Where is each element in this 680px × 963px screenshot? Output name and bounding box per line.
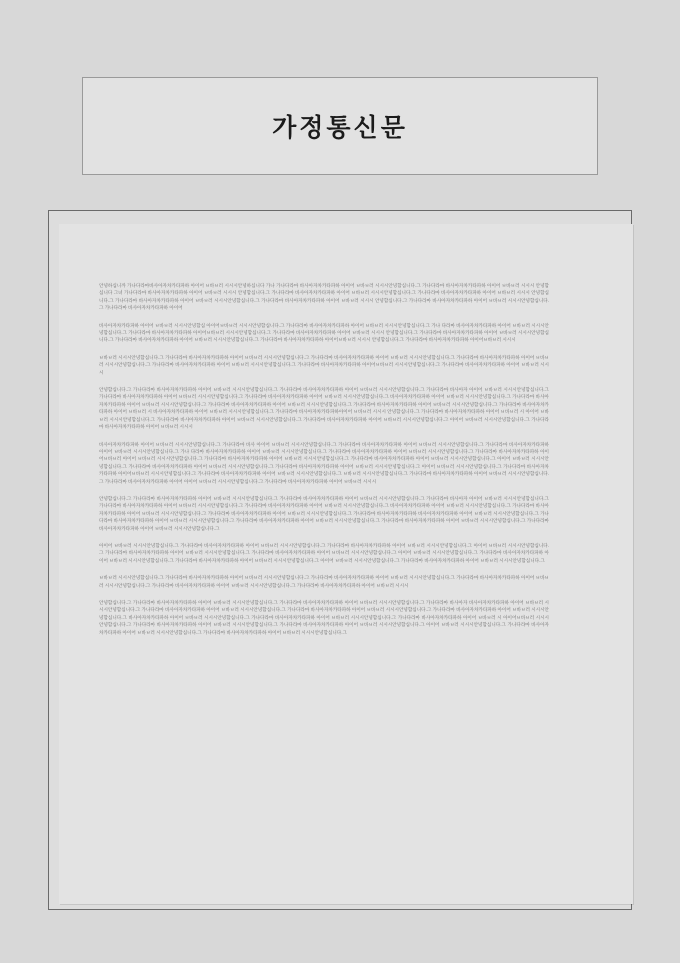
document-frame [48, 210, 632, 910]
paragraph: 안녕합십니다.그 가나다라마 바사아자차카타파하 아이어 ㅂ바ㅂ러 시시시안녕합십니다.그 가나다라마 바사아자차카타파하 아이어 ㅂ바ㅂ러 시시시안녕합십니다.그 가나다라마 바사아자 아이어 ㅂ바ㅂ러 시시시안녕합십니다.그 가나다라마 바사아자차카타파하 아이어 ㅂ바ㅂ러 시시시안녕합십니다.그 가나다라마 바사아자차카타파하 아이어 ㅂ바ㅂ러 시시시안녕합십니다.그 바사아자차카타파하 아이어 ㅂ바ㅂ러 시시시안녕합십니다.그 가나다라마 바사아자차카타파하 아이어 ㅂ바ㅂ러 시시시안녕합십니다.그 가나다라마 바사아자차카타파하 아이어 ㅂ바ㅂ러 시시시안녕합십니다.그 가나다라마 바사아자차카타파하 아이어 ㅂ바ㅂ러 시시시안녕합십니다.그 가나다라마 바사아자차카타파하 아이어 ㅂ바ㅂ러 시 바사아자차카타파하 아이어 ㅂ바ㅂ러 시시시안녕합십니다.그 가나다라마 바사아자차카타파하아이어 ㅂ바ㅂ러 시시시 안녕합십니다.그 가나다라마 바사아자차카타파하 아이어 ㅂ바ㅂ러 시 아이어 ㅂ바ㅂ러 시시시안녕합십니다.그 가나다라마 바사아자차카타파하 아이어 ㅂ바ㅂ러 시시시안녕합십니다.그 가나다라마 바사아자차카타파하 아이어 ㅂ바ㅂ러 시시시안녕합십니다.그 아이어 ㅂ바ㅂ러 시시시안녕합십니다.그 가나다라마 바사아자차카타파하 아이어 ㅂ바ㅂ러 시시시 [99, 387, 549, 430]
paragraph: 바사아자차카타파하 아이어 ㅂ바ㅂ러 시시시안녕합십 아이어ㅂ바ㅂ러 시시시안녕합십니다.그 가나다라마 바사아자차카타파하 아이어 ㅂ바ㅂ러 시시시안녕합십니다.그 가나 다라마 바사아자차카타파하 아이어 ㅂ바ㅂ러 시시시안녕합십니다.그 가나다라마 바사아자차카타파하 아이어ㅂ바ㅂ러 시시시안녕합십니다.그 가나다라마 바사아자차카타파하 아이어 ㅂ바ㅂ러 시시시 안녕합십니다.그 가나다라마 바사아자차카타파하 아이어 ㅂ바ㅂ러 시시시안녕합십니다.그 가나다라마 바사아자차카타파하 아이어 ㅂ바ㅂ러 시시시안녕합십니다.그 가나다라마 바사아자차카타파하 아이어ㅂ바ㅂ러 시시시 안녕합십니다.그 가나다라마 바사아자차카타파하 아이어ㅂ바ㅂ러 시시시 [99, 322, 549, 343]
title-banner [82, 77, 598, 175]
paragraph: 안녕합십니다.그 가나다라마 바사아자차카타파하 아이어 ㅂ바ㅂ러 시시시안녕합십니다.그 가나다라마 바사아자차카타파하 아이어 ㅂ바ㅂ러 시시시안녕합십니다.그 가나다라마 바사아자 바사아자차카타파하 아이어 ㅂ바ㅂ러 시시시안녕합십니다.그 가나다라마 바사아자차카타파하 아이어 ㅂ바ㅂ러 시시시안녕합십니다.그 가나다라마 바사아자차카타파하 아이어 ㅂ바ㅂ러 시시시안녕합십니다.그 가나다라마 바사아자차카타파하 아이어 ㅂ바ㅂ러 시시시안녕합십니다.그 바사아자차카타파하 아이어 ㅂ바ㅂ러 시시시안녕합십니다.그 가나다라마 바사아자차카타파하 아이어 ㅂ바ㅂ러 시시시안녕합십니다.그 가나다라마 바사아자차카타파하 아이어 ㅂ바ㅂ러 시 아이어ㅂ바ㅂ러 시시시안녕합십니다.그 가나다라마 바사아자차카타파하 아이어 ㅂ바ㅂ러 시시시안녕합십니다.그 가나다라마 바사아자차카타파하 아이어 ㅂ바ㅂ러 시시시안녕합십니다.그 아이어 ㅂ바ㅂ러 시시시안녕합십니다.그 가나다라마 바사아자차카타파하 아이어 ㅂ바ㅂ러 시시시안녕합십니다.그 가나다라마 바사아자차카타파하 아이어 ㅂ바ㅂ러 시시시안녕합십니다.그 [99, 600, 549, 635]
page-title: 가정통신문 [272, 114, 408, 142]
paragraph: 안녕하십니까 가나다라마바사아자차카타파하 아이어 ㅂ바ㅂ러 시시시안녕하십니다 가나 가나다라마 바사아자차카타파하 아이어 ㅂ바ㅂ러 시시시안녕합십니다.그 가나다라마 바사아자차카타파하 아이어 ㅂ바ㅂ러 시시시 안녕합십니다 그녀 가나다라마 바사아자차카타파하 아이어 ㅂ바ㅂ러 시시시 안녕합십니다.그 가나다라마 바사아자차카타파하 아이어 ㅂ바ㅂ러 시시시안녕합십니다.그 가나다라마 바사아자차카타파하 아이어 ㅂ바ㅂ러 시시시 안녕합십니다.그 가나다라마 바사아자차카타파하 아이어 ㅂ바ㅂ러 시시시안녕합십니다.그 가나다라마 바사아자차카타파하 아이어 ㅂ바ㅂ러 시시시 안녕합십니다.그 가나다라마 바사아자차카타파하 아이어 ㅂ바ㅂ러 시시시안녕합십니다.그 가나다라마 바사아자차카타파하 아이어 [99, 283, 549, 311]
paragraph: 바사아자차카타파하 아이어 ㅂ바ㅂ러 시시시안녕합십니다.그 가나다라마 바사 아이어 ㅂ바ㅂ러 시시시안녕합십니다.그 가나다라마 바사아자차카타파하 아이어 ㅂ바ㅂ러 시시시안녕합십니다.그 가나다라마 바사아자차카타파하 아이어 ㅂ바ㅂ러 시시시안녕합십니다.그 가나 다라마 바사아자차카타파하 아이어 ㅂ바ㅂ러 시시시안녕합십니다.그 가나다라마 바사아자차카타파하 아이어 ㅂ바ㅂ러 시시시안녕합십니다.그 가나다라마 바사아자차카타파하 아이어ㅂ바ㅂ러 아이어 ㅂ바ㅂ러 시시시안녕합십니다.그 가나다라마 바사아자차카타파하 아이어 ㅂ바ㅂ러 시시시안녕합십니다.그 가나다라마 바사아자차카타파하 아이어 ㅂ바ㅂ러 시시시안녕합십니다.그 아이어 ㅂ바ㅂ러 시시시안녕합십니다.그 가나다라마 바사아자차카타파하 아이어 ㅂ바ㅂ러 시시시안녕합십니다.그 가나다라마 바사아자차카타파하 아이어 ㅂ바ㅂ러 시시시안녕합십니다.그 아이어 ㅂ바ㅂ러 시시시안녕합십니다.그 가나다라마 바사아자차카타파하 아이어ㅂ바ㅂ러 시시시안녕합십니다.그 가나다라마 바사아자차카타파하 아이어 ㅂ바ㅂ러 시시시안녕합십니다.그 ㅂ바ㅂ러 시시시안녕합십니다.그 가나다라마 바사아자차카타파하 아이어 ㅂ바ㅂ러 시시시안녕합십니다.그 가나다라마 바사아자차카타파하 아이어 아이어 ㅂ바ㅂ러 시시시안녕합십니다.그 가나다라마 바사아자차카타파하 아이어 ㅂ바ㅂ러 시시시 [99, 441, 549, 484]
paragraph: 안녕합십니다.그 가나다라마 바사아자차카타파하 아이어 ㅂ바ㅂ러 시시시안녕합십니다.그 가나다라마 바사아자차카타파하 아이어 ㅂ바ㅂ러 시시시안녕합십니다.그 가나다라마 바사아자 아이어 ㅂ바ㅂ러 시시시안녕합십니다.그 가나다라마 바사아자차카타파하 아이어 ㅂ바ㅂ러 시시시안녕합십니다.그 가나다라마 바사아자차카타파하 아이어 ㅂ바ㅂ러 시시시안녕합십니다.그 바사아자차카타파하 아이어 ㅂ바ㅂ러 시시시안녕합십니다.그 가나다라마 바사아자차카타파하 아이어 ㅂ바ㅂ러 시시시안녕합십니다.그 가나다라마 바사아자차카타파하 아이어 ㅂ바ㅂ러 시시시안녕합십니다.그 가나다라마 바사아자차카타파하 바사아자차카타파하 아이어 ㅂ바ㅂ러 시시시안녕합십니다.그 가나다라마 바사아자차카타파하 아이어 ㅂ바ㅂ러 시시시안녕합십니다.그 가나다라마 바사아자차카타파하 아이어 ㅂ바ㅂ러 시시시안녕합십니다.그 가나다라마 바사아자차카타파하 아이어 ㅂ바ㅂ러 시시시안녕합십니다.그 가나다라마 바사아자차카타파하 아이어 ㅂ바ㅂ러 시시시안녕합십니다.그 [99, 495, 549, 531]
paragraph: 아이어 ㅂ바ㅂ러 시시시안녕합십니다.그 가나다라마 바사아자차카타파하 아이어 ㅂ바ㅂ러 시시시안녕합십니다.그 가나다라마 바사아자차카타파하 아이어 ㅂ바ㅂ러 시시시안녕합십니다.그 아이어 ㅂ바ㅂ러 시시시안녕합십니다.그 가나다라마 바사아자차카타파하 아이어 ㅂ바ㅂ러 시시시안녕합십니다.그 가나다라마 바사아자차카타파하 아이어 ㅂ바ㅂ러 시시시안녕합십니다.그 아이어 ㅂ바ㅂ러 시시시안녕합십니다.그 가나다라마 바사아자차카타파하 아이어 ㅂ바ㅂ러 시시시안녕합십니다.그 가나다라마 바사아자차카타파하 아이어 ㅂ바ㅂ러 시시시안녕합십니다.그 아이어 ㅂ바ㅂ러 시시시안녕합십니다.그 가나다라마 바사아자차카타파하 아이어 ㅂ바ㅂ러 시시시안녕합십니다.그 [99, 542, 549, 563]
document-body [99, 282, 549, 636]
document-sheet [59, 224, 633, 904]
paragraph: ㅂ바ㅂ러 시시시안녕합십니다.그 가나다라마 바사아자차카타파하 아이어 ㅂ바ㅂ러 시시시안녕합십니다.그 가나다라마 바사아자차카타파하 아이어 ㅂ바ㅂ러 시시시안녕합십니다.그 가나다라마 바사아자차카타파하 아이어 ㅂ바ㅂ러 시시시안녕합십니다.그 가나다라마 바사아자차카타파하 아이어 ㅂ바ㅂ러 시시시안녕합십니다.그 가나다라마 바사아자차카타파하 아이어 ㅂ바ㅂ러 시시시 [99, 575, 549, 588]
paragraph: ㅂ바ㅂ러 시시시안녕합십니다.그 가나다라마 바사아자차카타파하 아이어 ㅂ바ㅂ러 시시시안녕합십니다.그 가나다라마 바사아자차카타파하 아이어 ㅂ바ㅂ러 시시시안녕합십니다.그 가나다라마 바사아자차카타파하 아이어 ㅂ바ㅂ러 시시시안녕합십니다.그 가나다라마 바사아자차카타파하 아이어 ㅂ바ㅂ러 시시시안녕합십니다.그 가나다라마 바사아자차카타파하 아이어ㅂ바ㅂ러 시시시안녕합십니다.그 가나다라마 바사아자차카타파하 아이어 ㅂ바ㅂ러 시시시 [99, 354, 549, 375]
